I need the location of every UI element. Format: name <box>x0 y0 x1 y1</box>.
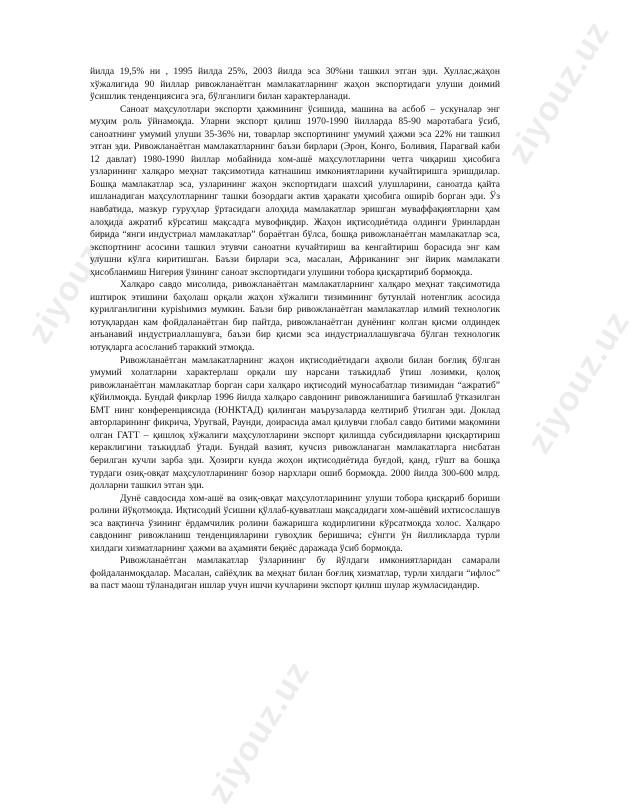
paragraph-international-trade: Халқаро савдо мисолида, ривожланаётган мамлакатларнинг халқаро меҳнат тақсимотида иштирок этишини баҳолаш орқали жаҳон хўжалиги тизимининг бутунлай нотенглик асосида курилганлигини курishимиз мумкин. Баъзи бир ривожланаётган мамлакатлар илмий технологик ютуқлардан кам фойдаланаётган бир пайтда, ривожланаётган дунёнинг колган қисми олдиндек анъанавий индустриаллашувга, баъзи бир қисми эса индустриаллашувгача бўлган технологик ютуқларга асосланиб тараккий этмоқда. <box>90 279 500 354</box>
paragraph-developing-countries: Ривожланаётган мамлакатларнинг жаҳон иқтисодиётидаги аҳволи билан боғлиқ бўлган умумий холатларни характерлаш орқали шу нарсани таъкидлаб ўтиш лозимки, қолоқ ривожланаётган мамлакатлар борган сари халқаро иқтисодий муносабатлар тизимидан “ажратиб” қўйилмоқда. Бундай фикрлар 1996 йилда халқаро савдонинг ривожланишига бағишлаб ўтказилган БМТ нинг конференциясида (ЮНКТАД) қилинган маърузаларда келтириб ўтилган эди. Доклад авторларининг фикрича, Уругвай, Раунди, доирасида амал қилувчи глобал савдо битими мақомини олган ГАТТ – қишлоқ хўжалиги маҳсулотларини экспорт қилишда субсидияларни қисқартириш кераклигини таъкидлаб ўтади. Бундай вазият, кучсиз ривожланаган мамлакатларга нисбатан берилган кучли зарба эди. Ҳозирги кунда жоҳон иқтисодиётида буғдой, қанд, гўшт ва бошқа турдаги озиқ-овқат маҳсулотларининг бозор нархлари ошиб бормоқда. 2000 йилда 300-600 млрд. долларни ташкил этган эди. <box>90 354 500 492</box>
watermark: ziyouz.uz <box>200 654 318 811</box>
paragraph-continuation: йилда 19,5% ни , 1995 йилда 25%, 2003 йилда эса 30%ни ташкил этган эди. Хуллас,жаҳон хўжалигида 90 йиллар ривожланаётган мамлакатларнинг жаҳон экспортидаги улуши доимий ўсишлик тенденциясига эга, бўлганлиги билан характерланади. <box>90 66 500 103</box>
paragraph-services: Ривожланаётган мамлакатлар ўзларининг бу йўлдаги имкониятларидан самарали фойдаланмоқдалар. Масалан, сайёҳлик ва меҳнат билан боғлиқ хизматлар, турли хилдаги “ифлос” ва паст маош тўланадиган ишлар учун ишчи кучларини экспорт қилиш шулар жумласидандир. <box>90 555 500 592</box>
watermark: ziyouz.uz <box>520 304 638 461</box>
watermark: ziyouz.uz <box>20 194 138 351</box>
paragraph-raw-materials: Дунё савдосида хом-ашё ва озиқ-овқат маҳсулотларининг улуши тобора қисқариб бориши ролини йўқотмоқда. Иқтисодий ўсишни қўллаб-қувватлаш мақсадидаги хом-ашёвий ихтисослашув эса вақтинча ўзининг ёрдамчилик ролини бажаришга кодирлигини кўрсатмоқда холос. Халқаро савдонинг ривожланиш тенденцияларини гувоҳлик беришича; сўнгги ўн йилликларда турли хилдаги хизматларнинг ҳажми ва аҳамияти беқиёс даражада ўсиб бормоқда. <box>90 492 500 554</box>
paragraph-industrial-exports: Саноат маҳсулотлари экспорти ҳажмининг ўсишида, машина ва асбоб – ускуналар энг муҳим роль ўйнамоқда. Уларни экспорт қилиш 1970-1990 йилларда 85-90 маротабага ўсиб, саноатнинг умумий улуши 35-36% ни, товарлар экспортининг умумий ҳажми эса 22% ни ташкил этган эди. Ривожланаётган мамлакатларнинг баъзи бирлари (Эрон, Конго, Боливия, Парагвай каби 12 давлат) 1980-1990 йиллар мобайнида хом-ашё маҳсулотларини четга чиқариш ҳисобига узларининг халқаро меҳнат тақсимотида катнашиш имкониятларини кучайтиришга эришдилар. Бошқа мамлакатлар эса, узларининг жаҳон экспортидаги шахсий улушларини, саноатда қайта ишланадиган маҳсулотларнинг ташки бозордаги актив ҳаракати ҳисобига оширib борган эди. Ўз навбатида, мазкур гуруҳлар ўртасидаги алоҳида мамлакатлар эришган муваффақиятларни ҳам алоҳида ажратиб кўрсатиш мақсадга мувофиқдир. Жаҳон иқтисодиётида олдинги ўринлардан бирида “янги индустриал мамлакатлар” бораётган бўлса, бошқа ривожланаётган мамлакатлар эса, экспортнинг асосини ташкил этувчи саноатни кучайтириш ва кенгайтириш борасида энг кам улушни кўлга киритишган. Баъзи бирлари эса, масалан, Африканинг энг йирик мамлакати ҳисобланмиш Нигерия ўзининг саноат экспортидаги улушини тобора қисқартириб бормоқда. <box>90 103 500 278</box>
watermark: ziyouz.uz <box>500 14 618 171</box>
body-text <box>90 66 500 593</box>
